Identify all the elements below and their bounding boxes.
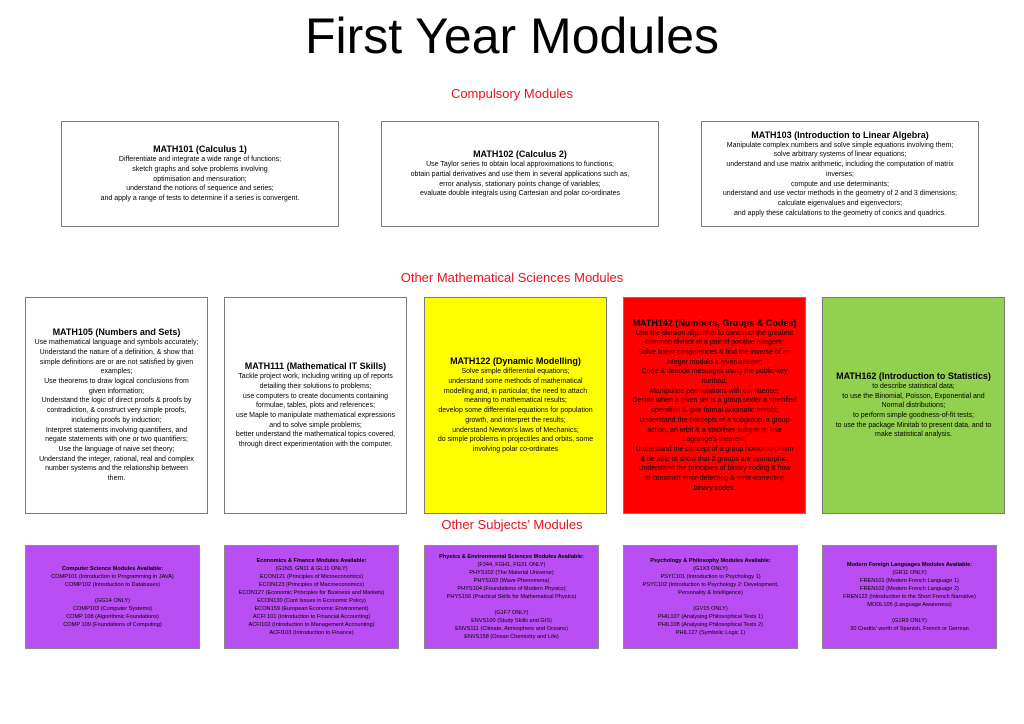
module-description-line: error analysis, stationary points change of variables;: [439, 180, 601, 188]
module-description-line: contradiction, & construct very simple proofs,: [46, 407, 187, 415]
module-title: MATH101 (Calculus 1): [153, 144, 247, 155]
module-description-line: PSYC102 (Introduction to Psychology 2: Development,: [642, 582, 779, 588]
module-description-line: method;: [701, 378, 728, 386]
module-description-line: Tackle project work, including writing up of reports: [238, 373, 393, 381]
module-description-line: use Maple to manipulate mathematical expressions: [235, 412, 396, 419]
module-description-line: ECON123 (Principles of Macroeconomics): [258, 582, 365, 588]
module-title: Economics & Finance Modules Available:: [256, 558, 367, 564]
module-description-line: PHYS102 (The Material Universe): [469, 570, 554, 576]
page-title: First Year Modules: [304, 8, 720, 64]
module-description-line: understand and use vector methods in the geometry of 2 and 3 dimensions;: [722, 190, 958, 198]
module-description-line: PSYC101 (Introduction to Psychology 1): [660, 574, 761, 580]
module-box-math111: [224, 297, 407, 514]
module-description-line: Understand the logic of direct proofs & proofs by: [41, 397, 192, 405]
module-description-line: Solve simple differential equations;: [461, 368, 570, 376]
module-description-line: COMP102 (Introduction to Databases): [64, 582, 161, 588]
module-description-line: Normal distributions;: [881, 402, 946, 410]
module-box-math142: [623, 297, 806, 514]
module-description-line: COMP101 (Introduction to Programming in JAVA): [51, 574, 174, 580]
module-description-line: PHIL108 (Analysing Philosophical Texts 2): [658, 622, 763, 628]
module-description-line: understand the notions of sequence and series;: [126, 185, 274, 193]
module-description-line: (G1X3 ONLY): [693, 566, 728, 572]
module-description-line: to use the package Minitab to present data, and to: [835, 421, 992, 429]
module-description-line: COMP 109 (Foundations of Computing): [63, 622, 162, 628]
module-description-line: formulae, tables, plots and references;: [255, 402, 376, 410]
module-description-line: ENVS111 (Climate, Atmosphere and Oceans): [455, 626, 568, 632]
module-description-line: Use the language of naive set theory;: [58, 445, 175, 453]
module-description-line: (GV15 ONLY): [693, 606, 728, 612]
module-description-line: (G1R9 ONLY): [892, 618, 927, 624]
module-description-line: negate statements with one or two quantifiers;: [45, 436, 188, 444]
module-description-line: Differentiate and integrate a wide range of functions;: [118, 156, 282, 164]
module-description-line: growth, and interpret the results;: [465, 416, 566, 424]
subject-box-psychology-philosophy: [623, 545, 798, 649]
module-description-line: meaning to mathematical results;: [464, 397, 567, 405]
module-description-line: use computers to create documents containing: [242, 392, 389, 400]
subject-box-physics-environmental: [424, 545, 599, 649]
module-box-math103: [701, 121, 979, 227]
module-description-line: Code & decode messages using the public-key: [641, 368, 788, 376]
module-description-line: modelling and, in particular, the need to attach: [443, 387, 588, 395]
module-description-line: (GG14 ONLY): [94, 598, 131, 604]
module-description-line: Manipulate complex numbers and solve simple equations involving them;: [726, 141, 954, 149]
module-description-line: (G1F7 ONLY): [494, 610, 529, 616]
module-description-line: do simple problems in projectiles and orbits, some: [437, 436, 594, 444]
module-title: Computer Science Modules Available:: [62, 566, 163, 572]
module-description-line: ENVS158 (Ocean Chemistry and Life): [464, 634, 559, 640]
compulsory-modules-heading: Compulsory Modules: [450, 86, 574, 101]
module-description-line: optimisation and mensuration;: [153, 175, 247, 183]
module-description-line: Use theorems to draw logical conclusions from: [44, 378, 189, 386]
module-description-line: common divisor of a pair of positive integers;: [645, 339, 784, 347]
module-description-line: including proofs by induction;: [71, 416, 162, 424]
module-description-line: understand Newton's laws of Mechanics;: [452, 426, 579, 434]
module-description-line: ACFI 101 (Introduction to Financial Accounting): [252, 614, 371, 620]
module-description-line: and apply a range of tests to determine if a series is convergent.: [100, 195, 300, 203]
other-subjects-modules-heading: Other Subjects’ Modules: [441, 517, 583, 532]
other-math-modules-heading: Other Mathematical Sciences Modules: [400, 270, 624, 285]
subject-box-computer-science: [25, 545, 200, 649]
module-description-line: solve arbitrary systems of linear equations;: [773, 151, 907, 159]
module-description-line: to use the Binomial, Poisson, Exponential and: [842, 392, 985, 400]
module-description-line: PHIL107 (Analysing Philosophical Texts 1): [658, 614, 763, 620]
module-description-line: simple definitions are or are not satisfied by given: [39, 358, 194, 366]
module-title: MATH103 (Introduction to Linear Algebra): [751, 129, 929, 140]
module-description-line: Decide when a given set is a group under a specified: [632, 397, 797, 405]
module-description-line: PHYS103 (Wave Phenomena): [473, 578, 550, 584]
module-description-line: and to solve simple problems;: [269, 421, 362, 429]
module-description-line: ECON127 (Economic Principles for Business and Markets): [238, 590, 385, 596]
module-description-line: detailing their solutions to problems;: [259, 382, 372, 390]
module-title: MATH142 (Numbers, Groups & Codes): [632, 317, 797, 328]
module-description-line: better understand the mathematical topics covered,: [235, 431, 396, 439]
module-description-line: evaluate double integrals using Cartesian and polar co-ordinates: [419, 190, 621, 198]
module-description-line: involving polar co-ordinates: [472, 445, 559, 453]
module-description-line: inverses;: [825, 170, 854, 178]
module-description-line: Use mathematical language and symbols accurately;: [34, 339, 199, 347]
module-description-line: integer modulo a given integer;: [666, 358, 763, 366]
module-description-line: 30 Credits' worth of Spanish, French or German: [850, 626, 969, 632]
module-box-math122: [424, 297, 607, 514]
module-description-line: to construct error-detecting & error-correcting: [644, 475, 785, 483]
module-description-line: Interpret statements involving quantifiers, and: [45, 426, 188, 434]
module-title: MATH111 (Mathematical IT Skills): [244, 361, 387, 372]
module-description-line: ACFI102 (Introduction to Management Accounting): [248, 622, 375, 628]
module-description-line: Understand the principles of binary coding & how: [638, 465, 791, 473]
module-description-line: Understand the concept of a group homomorphism: [635, 445, 794, 453]
module-description-line: given information;: [88, 387, 145, 395]
module-description-line: action, an orbit & a stabiliser subgroup; use: [647, 426, 782, 434]
module-description-line: understand and use matrix arithmetic, including the computation of matrix: [726, 161, 954, 169]
module-description-line: sketch graphs and solve problems involving: [132, 165, 268, 173]
module-description-line: binary codes.: [693, 484, 736, 492]
module-description-line: ECON121 (Principles of Microeconomics): [259, 574, 364, 580]
module-description-line: to describe statistical data;: [872, 382, 955, 390]
module-description-line: to perform simple goodness-of-fit tests;: [853, 412, 974, 419]
module-description-line: MODL105 (Language Awareness): [867, 602, 952, 608]
module-description-line: compute and use determinants;: [790, 180, 890, 188]
module-description-line: Solve linear congruences & find the inverse of an: [638, 348, 791, 356]
subject-box-economics-finance: [224, 545, 399, 649]
module-box-math102: [381, 121, 659, 227]
module-description-line: Lagrange's theorem;: [682, 436, 747, 444]
module-description-line: (GR11 ONLY): [892, 570, 927, 576]
module-box-math162: [822, 297, 1005, 514]
module-description-line: COMP103 (Computer Systems): [73, 606, 152, 612]
module-description-line: and apply these calculations to the geometry of conics and quadrics.: [733, 209, 947, 217]
module-description-line: FREN102 (Modern French Language 2): [860, 586, 959, 592]
module-description-line: Use the division algorithm to construct the greatest: [635, 329, 794, 337]
module-description-line: PHIL127 (Symbolic Logic 1): [675, 630, 746, 636]
module-description-line: PHYS156 (Practical Skills for Mathematical Physics): [446, 594, 577, 600]
module-title: Physics & Environmental Sciences Modules Available:: [439, 554, 584, 560]
module-title: Modern Foreign Languages Modules Available:: [846, 562, 973, 568]
subject-box-modern-languages: [822, 545, 997, 649]
module-description-line: FREN122 (Introduction to the Short French Narrative): [843, 594, 976, 600]
module-description-line: ECON130 (Cont Issues in Economic Policy): [257, 598, 366, 604]
module-description-line: make statistical analysis.: [874, 431, 953, 439]
module-title: Psychology & Philosophy Modules Available:: [650, 558, 771, 564]
module-box-math101: [61, 121, 339, 227]
module-description-line: (G1N3, GN11 & GL11 ONLY): [275, 566, 348, 572]
module-description-line: number systems and the relationship between: [45, 465, 188, 473]
module-description-line: & be able to show that 2 groups are isomorphic;: [640, 455, 789, 463]
module-description-line: calculate eigenvalues and eigenvectors;: [777, 199, 903, 207]
module-description-line: examples;: [100, 368, 133, 376]
module-description-line: ECON159 (European Economic Environment): [254, 606, 369, 612]
module-description-line: obtain partial derivatives and use them in several applications such as,: [410, 170, 630, 178]
module-description-line: COMP 108 (Algorithmic Foundations): [66, 614, 159, 620]
module-description-line: (F344, FGH1, FG31 ONLY): [477, 562, 546, 568]
module-description-line: Understand the nature of a definition, & show that: [39, 348, 194, 356]
module-title: MATH162 (Introduction to Statistics): [836, 370, 991, 381]
module-title: MATH102 (Calculus 2): [473, 149, 567, 160]
module-description-line: Understand the concepts of a subgroup, a group: [639, 416, 790, 424]
module-description-line: Personality & Intelligence): [678, 590, 743, 596]
module-description-line: ACFI103 (Introduction to Finance): [269, 630, 354, 636]
module-description-line: through direct experimentation with the computer.: [238, 441, 393, 449]
module-description-line: Manipulate permutations with confidence;: [650, 387, 779, 395]
module-title: MATH122 (Dynamic Modelling): [450, 356, 581, 367]
module-description-line: PHYS104 (Foundations of Modern Physics): [457, 586, 566, 592]
module-description-line: operation & give formal axiomatic proofs;: [651, 407, 778, 415]
module-description-line: Use Taylor series to obtain local approximations to functions;: [426, 161, 614, 169]
module-description-line: ENVS100 (Study Skills and GIS): [471, 618, 552, 624]
module-description-line: FREN101 (Modern French Language 1): [860, 578, 959, 584]
module-description-line: them.: [107, 475, 126, 483]
module-description-line: understand some methods of mathematical: [448, 378, 583, 386]
module-title: MATH105 (Numbers and Sets): [52, 327, 181, 338]
module-description-line: develop some differential equations for population: [438, 407, 593, 415]
module-description-line: Understand the integer, rational, real and complex: [39, 455, 194, 463]
module-box-math105: [25, 297, 208, 514]
